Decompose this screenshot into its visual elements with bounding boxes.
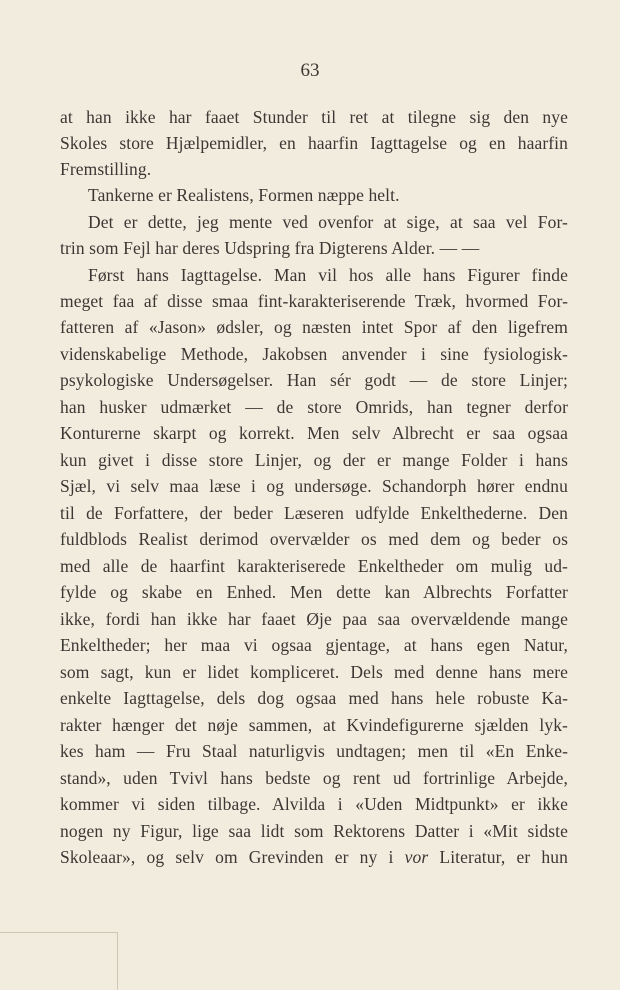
- text-line: til de Forfattere, der beder Læseren udfylde Enkelthederne. Den: [60, 503, 568, 523]
- page-number: 63: [300, 60, 320, 81]
- text-line: Fremstilling.: [60, 159, 152, 179]
- text-line: Enkeltheder; her maa vi ogsaa gjentage, at hans egen Natur,: [60, 635, 568, 655]
- text-line: han husker udmærket — de store Omrids, han tegner derfor: [60, 397, 568, 417]
- text-line: fatteren af «Jason» ødsler, og næsten intet Spor af den ligefrem: [60, 317, 568, 337]
- text-line: at han ikke har faaet Stunder til ret at tilegne sig den nye: [60, 107, 568, 127]
- text-line: fylde og skabe en Enhed. Men dette kan Albrechts Forfatter: [60, 582, 568, 602]
- text-line: kommer vi siden tilbage. Alvilda i «Uden Midtpunkt» er ikke: [60, 794, 568, 814]
- text-line: ikke, fordi han ikke har faaet Øje paa saa overvældende mange: [60, 609, 568, 629]
- text-line: rakter hænger det nøje sammen, at Kvindefigurerne sjælden lyk-: [60, 715, 568, 735]
- text-line: som sagt, kun er lidet kompliceret. Dels med denne hans mere: [60, 662, 568, 682]
- scan-frame-line: [117, 932, 118, 990]
- text-line: Skoleaar», og selv om Grevinden er ny i vor Literatur, er hun: [60, 847, 568, 867]
- text-line: stand», uden Tvivl hans bedste og rent ud fortrinlige Arbejde,: [60, 768, 568, 788]
- text-line: meget faa af disse smaa fint-karakteriserende Træk, hvormed For-: [60, 291, 568, 311]
- text-line: fuldblods Realist derimod overvælder os med dem og beder os: [60, 529, 568, 549]
- emphasis: vor: [404, 847, 429, 867]
- text-line: enkelte Iagttagelse, dels dog ogsaa med hans hele robuste Ka-: [60, 688, 568, 708]
- text-line: Det er dette, jeg mente ved ovenfor at sige, at saa vel For-: [88, 212, 568, 232]
- text-line: trin som Fejl har deres Udspring fra Digterens Alder. — —: [60, 238, 480, 258]
- text-line: psykologiske Undersøgelser. Han sér godt — de store Linjer;: [60, 370, 568, 390]
- scan-frame-line: [0, 932, 118, 933]
- text-line: nogen ny Figur, lige saa lidt som Rektorens Datter i «Mit sidste: [60, 821, 568, 841]
- text-line: Konturerne skarpt og korrekt. Men selv Albrecht er saa ogsaa: [60, 423, 568, 443]
- text-line: Først hans Iagttagelse. Man vil hos alle hans Figurer finde: [88, 265, 568, 285]
- text-line: Skoles store Hjælpemidler, en haarfin Iagttagelse og en haarfin: [60, 133, 568, 153]
- text-line: videnskabelige Methode, Jakobsen anvender i sine fysiologisk-: [60, 344, 568, 364]
- text-line: kun givet i disse store Linjer, og der er mange Folder i hans: [60, 450, 568, 470]
- text-line: Tankerne er Realistens, Formen næppe helt.: [88, 185, 400, 205]
- text-line: Sjæl, vi selv maa læse i og undersøge. Schandorph hører endnu: [60, 476, 568, 496]
- text-line: kes ham — Fru Staal naturligvis undtagen; men til «En Enke-: [60, 741, 568, 761]
- text-line: med alle de haarfint karakteriserede Enkeltheder om mulig ud-: [60, 556, 568, 576]
